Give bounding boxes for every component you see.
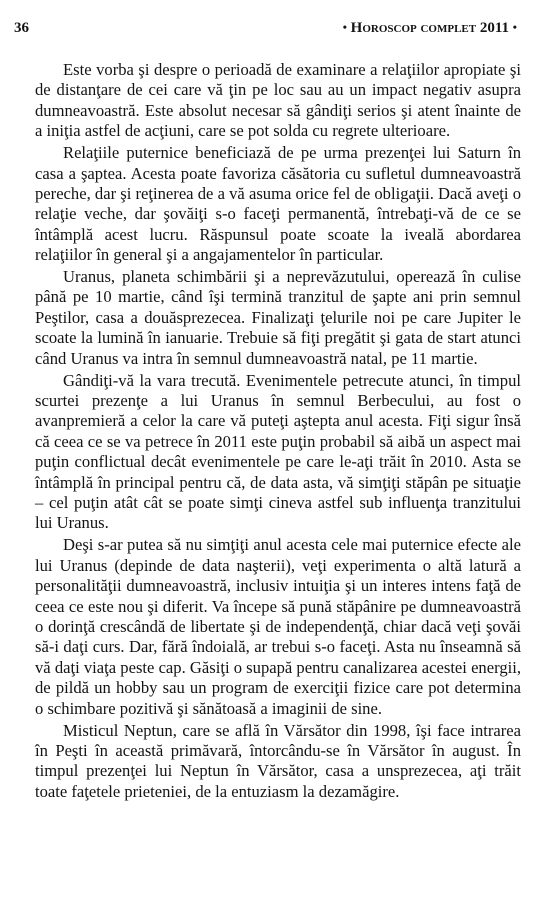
bullet-icon: •	[342, 20, 347, 34]
body-text	[35, 60, 521, 804]
paragraph: Relaţiile puternice beneficiază de pe urma prezenţei lui Saturn în casa a şaptea. Acesta poate favoriza căsătoria cu sufletul dumneavoastră pereche, dar şi reţinerea de a vă asuma orice fel de obligaţii. Dacă aveţi o relaţie veche, dar şovăiţi s-o faceţi permanentă, întrebaţi-vă de ce se întâmplă acest lucru. Răspunsul poate scoate la iveală abordarea relaţiilor în general şi a angajamentelor în particular.	[35, 143, 521, 265]
bullet-icon: •	[512, 20, 517, 34]
paragraph: Gândiţi-vă la vara trecută. Evenimentele petrecute atunci, în timpul scurtei prezenţe a lui Uranus în semnul Berbecului, au fost o avanpremieră a celor la care vă puteţi aştepta anul acesta. Fiţi sigur însă că ceea ce se va petrece în 2011 este puţin probabil să aibă un aspect mai puţin conflictual decât evenimentele pe care le-aţi trăit în 2010. Asta se întâmplă în principal pentru că, de data asta, vă simţiţi stăpân pe situaţie – cel puţin atât cât se poate simţi cineva astfel sub influenţa tranzitului lui Uranus.	[35, 370, 521, 533]
page-number: 36	[14, 20, 29, 36]
running-title	[343, 20, 517, 37]
paragraph: Deşi s-ar putea să nu simţiţi anul acesta cele mai puternice efecte ale lui Uranus (depinde de data naşterii), veţi experimenta o altă latură a personalităţii dumneavoastră, inclusiv intuiţia şi un interes intens faţă de ceea ce este nou şi diferit. Va începe să pună stăpânire pe dumneavoastră o dorinţă crescândă de libertate şi de independenţă, chiar dacă veţi şovăi să-i daţi curs. Dar, fără îndoială, ar trebui s-o faceţi. Asta nu înseamnă să vă daţi viaţa peste cap. Găsiţi o supapă pentru canalizarea acestei energii, de pildă un hobby sau un program de exerciţii fizice care pot determina o schimbare pozitivă şi sănătoasă a imaginii de sine.	[35, 535, 521, 718]
book-year: 2011	[479, 20, 510, 36]
paragraph: Uranus, planeta schimbării şi a neprevăzutului, operează în culise până pe 10 martie, când îşi termină tranzitul de şapte ani prin semnul Peştilor, casa a douăsprezecea. Finalizaţi ţelurile noi pe care Jupiter le scoate la lumină în ianuarie. Trebuie să fiţi pregătit şi gata de start atunci când Uranus va intra în semnul dumneavoastră natal, pe 11 martie.	[35, 267, 521, 368]
paragraph: Este vorba şi despre o perioadă de examinare a relaţiilor apropiate şi de distanţare de cei care vă ţin pe loc sau au un impact negativ asupra dumneavoastră. Este absolut necesar să gândiţi serios şi atent înainte de a iniţia astfel de acţiuni, care se pot solda cu regrete ulterioare.	[35, 60, 521, 141]
running-header	[14, 20, 525, 44]
book-title: Horoscop complet	[350, 20, 477, 36]
paragraph: Misticul Neptun, care se află în Vărsător din 1998, îşi face intrarea în Peşti în această primăvară, întorcându-se în Vărsător în august. În timpul prezenţei lui Neptun în Vărsător, casa a unsprezecea, aţi trăit toate faţetele prieteniei, de la entuziasm la dezamăgire.	[35, 720, 521, 801]
